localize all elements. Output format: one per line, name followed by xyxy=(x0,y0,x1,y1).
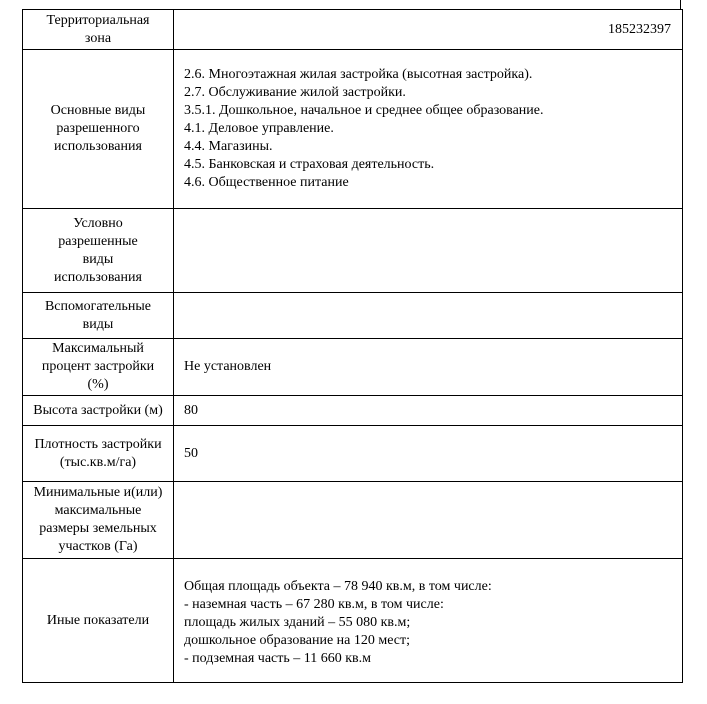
other-indicators-list xyxy=(184,568,682,674)
table-row-conditional-uses xyxy=(23,209,683,293)
plot-sizes-label-cell xyxy=(23,482,174,559)
main-use-item: 4.5. Банковская и страховая деятельность. xyxy=(184,156,435,172)
other-indicators-label-line-1: Иные показатели xyxy=(46,612,150,628)
main-use-item: 2.6. Многоэтажная жилая застройка (высотная застройка). xyxy=(184,66,533,82)
auxiliary-uses-value-cell xyxy=(174,293,683,339)
plot-sizes-label-line-2: максимальные xyxy=(54,503,142,518)
zone-label-line-2: зона xyxy=(84,30,112,46)
building-height-value: 80 xyxy=(184,402,198,418)
plot-sizes-value-cell xyxy=(174,482,683,559)
plot-sizes-label-line-1: Минимальные и(или) xyxy=(33,485,163,500)
auxiliary-uses-label-line-2: виды xyxy=(82,316,114,332)
max-coverage-label-line-3: (%) xyxy=(87,377,109,392)
table-row-main-uses xyxy=(23,50,683,209)
zone-code-value: 185232397 xyxy=(608,21,671,37)
zone-parameters-table xyxy=(22,9,683,683)
zone-label-cell xyxy=(23,10,174,50)
main-use-item: 3.5.1. Дошкольное, начальное и среднее общее образование. xyxy=(184,102,544,118)
density-label-cell xyxy=(23,426,174,482)
main-use-item: 2.7. Обслуживание жилой застройки. xyxy=(184,84,406,100)
main-uses-value-cell xyxy=(174,50,683,209)
main-uses-label-line-3: использования xyxy=(54,139,142,154)
other-indicator-line: площадь жилых зданий – 55 080 кв.м; xyxy=(184,614,411,630)
main-uses-label-line-2: разрешенного xyxy=(56,121,140,136)
density-value-cell xyxy=(174,426,683,482)
table-row-plot-sizes xyxy=(23,482,683,559)
conditional-uses-label-line-2: разрешенные xyxy=(58,233,138,249)
density-value: 50 xyxy=(184,445,198,461)
conditional-uses-label-line-3: виды xyxy=(82,251,114,267)
main-use-item: 4.6. Общественное питание xyxy=(184,174,349,190)
table-row-density xyxy=(23,426,683,482)
table-edge-line xyxy=(680,0,681,9)
plot-sizes-label-line-4: участков (Га) xyxy=(58,539,138,554)
conditional-uses-label-cell xyxy=(23,209,174,293)
table-row-max-coverage xyxy=(23,339,683,396)
max-coverage-label-line-2: процент застройки xyxy=(41,359,155,374)
main-uses-label-line-1: Основные виды xyxy=(50,103,146,118)
building-height-label-cell xyxy=(23,396,174,426)
auxiliary-uses-label-cell xyxy=(23,293,174,339)
other-indicators-label-cell xyxy=(23,559,174,683)
max-coverage-label-line-1: Максимальный xyxy=(52,341,144,356)
zone-value-cell xyxy=(174,10,683,50)
max-coverage-value: Не установлен xyxy=(184,359,272,374)
plot-sizes-label-line-3: размеры земельных xyxy=(39,521,157,536)
building-height-value-cell xyxy=(174,396,683,426)
zone-label-line-1: Территориальная xyxy=(46,12,150,28)
conditional-uses-label-line-1: Условно xyxy=(73,215,123,231)
auxiliary-uses-label-line-1: Вспомогательные xyxy=(44,298,152,314)
other-indicator-line: Общая площадь объекта – 78 940 кв.м, в том числе: xyxy=(184,578,492,594)
density-label-line-1: Плотность застройки xyxy=(34,436,162,452)
other-indicator-line: дошкольное образование на 120 мест; xyxy=(184,632,411,648)
max-coverage-label-cell xyxy=(23,339,174,396)
conditional-uses-label-line-4: использования xyxy=(54,269,142,285)
main-use-item: 4.4. Магазины. xyxy=(184,138,273,154)
table-row-other-indicators xyxy=(23,559,683,683)
table-row-zone xyxy=(23,10,683,50)
conditional-uses-value-cell xyxy=(174,209,683,293)
other-indicator-line: - подземная часть – 11 660 кв.м xyxy=(184,650,372,666)
table-row-auxiliary-uses xyxy=(23,293,683,339)
other-indicator-line: - наземная часть – 67 280 кв.м, в том числе: xyxy=(184,596,444,612)
building-height-label-line-1: Высота застройки (м) xyxy=(33,402,163,418)
other-indicators-value-cell xyxy=(174,559,683,683)
table-row-building-height xyxy=(23,396,683,426)
main-uses-label-cell xyxy=(23,50,174,209)
main-uses-list xyxy=(184,62,682,197)
main-use-item: 4.1. Деловое управление. xyxy=(184,120,334,136)
max-coverage-value-cell xyxy=(174,339,683,396)
density-label-line-2: (тыс.кв.м/га) xyxy=(59,454,137,470)
